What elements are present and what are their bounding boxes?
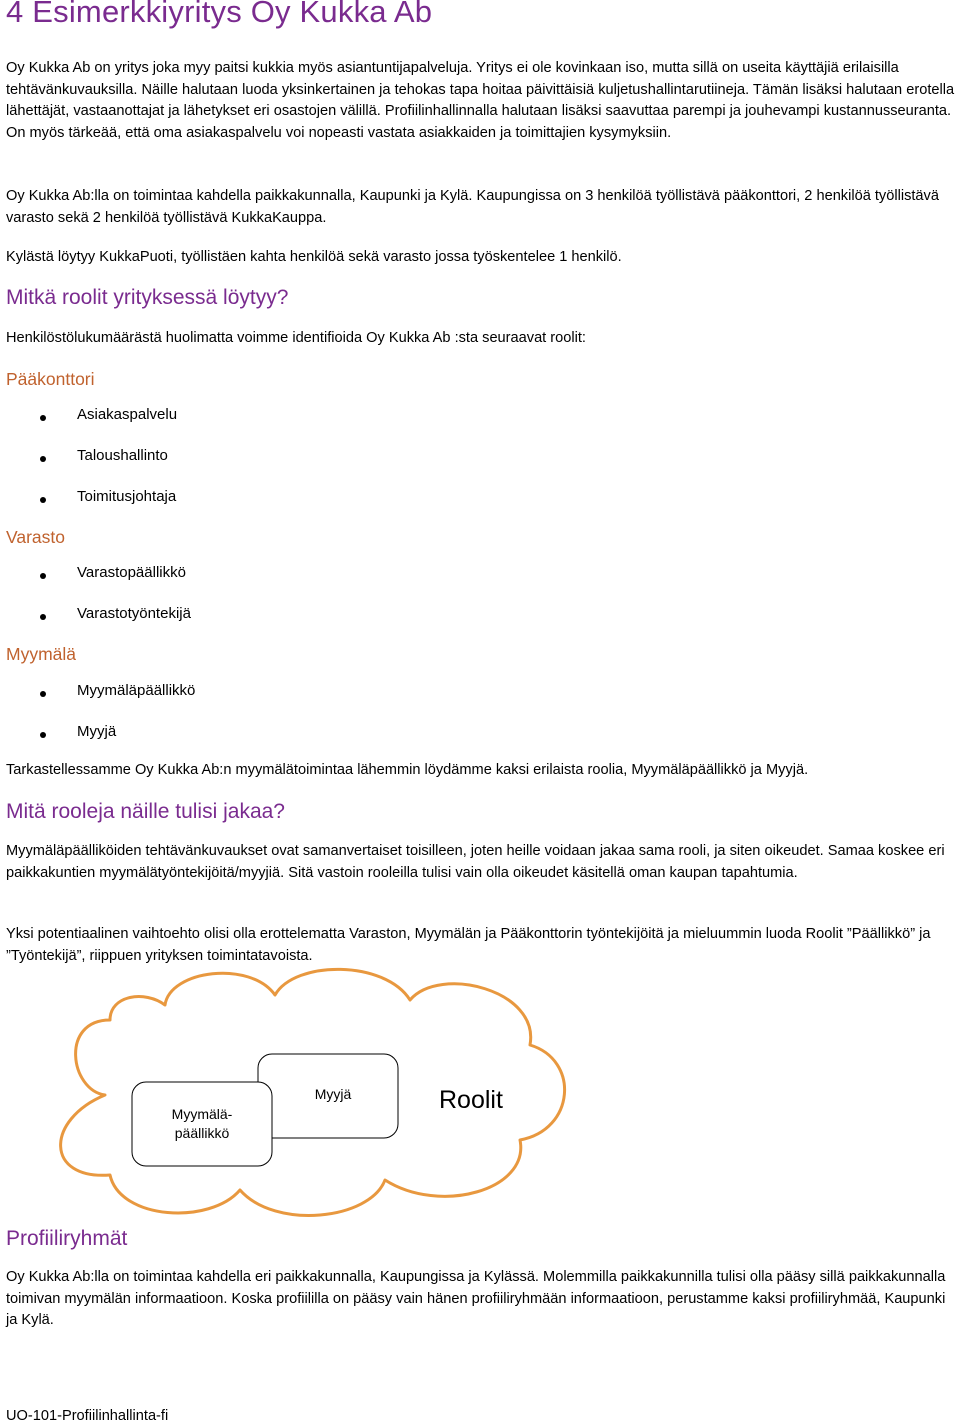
page-footer: UO-101-Profiilinhallinta-fi [6,1408,169,1424]
group-title-myymala: Myymälä [6,644,77,664]
intro-paragraph-1: Oy Kukka Ab on yritys joka myy paitsi kukkia myös asiantuntijapalveluja. Yritys ei ole kovinkaan iso, mutta sillä on useita käyttäjiä erilaisilla tehtävänkuvauksilla. Näille halutaan luoda yksinkertainen ja tehokas tapa hoitaa päivittäisiä kuljetushallintarutiineja. Tämän lisäksi halutaan erotella lähettäjät, vastaanottajat ja lähetykset eri osastojen välillä. Profiilinhallinnalla halutaan lisäksi saavuttaa parempi ja jouhevampi kustannusseuranta. On myös tärkeää, että oma asiakaspalvelu voi nopeasti vastata asiakkaiden ja toimittajien kysymyksiin. [6,60,955,141]
share-paragraph-1: Myymäläpäälliköiden tehtävänkuvaukset ovat samanvertaiset toisilleen, joten heille voidaan jakaa sama rooli, ja siten oikeudet. Samaa koskee eri paikkakuntien myymälätyöntekijöitä/myyjiä. Sitä vastoin rooleilla tulisi vain olla oikeudet käsitellä oman kaupan tapahtumia. [6,843,945,881]
share-heading: Mitä rooleja näille tulisi jakaa? [6,800,285,823]
diagram-label-roolit: Roolit [439,1086,503,1114]
intro-paragraph-2: Oy Kukka Ab:lla on toimintaa kahdella paikkakunnalla, Kaupunki ja Kylä. Kaupungissa on 3 henkilöä työllistävä pääkonttori, 2 henkilöä työllistävä varasto sekä 2 henkilöä työllistävä KukkaKauppa. [6,188,939,226]
share-paragraph-2: Yksi potentiaalinen vaihtoehto olisi olla erottelematta Varaston, Myymälän ja Pääkonttorin työntekijöitä ja mieluummin luoda Roolit ”Päällikkö” ja ”Työntekijä”, riippuen yrityksen toimintatavoista. [6,926,931,964]
roles-after-paragraph: Tarkastellessamme Oy Kukka Ab:n myymälätoimintaa lähemmin löydämme kaksi erilaista roolia, Myymäläpäällikkö ja Myyjä. [6,762,809,778]
intro-paragraph-3: Kylästä löytyy KukkaPuoti, työllistäen kahta henkilöä sekä varasto jossa työskentelee 1 henkilö. [6,249,622,265]
role-box-myymalapaallikko-label: Myymälä- päällikkö [171,1106,233,1141]
role-box-myyja-label: Myyjä [314,1086,352,1102]
group-title-varasto: Varasto [6,527,66,547]
group-title-paakonttori: Pääkonttori [6,369,95,389]
roles-heading: Mitkä roolit yrityksessä löytyy? [6,286,289,309]
roles-intro: Henkilöstölukumäärästä huolimatta voimme identifioida Oy Kukka Ab :sta seuraavat roolit: [6,330,586,346]
profile-paragraph: Oy Kukka Ab:lla on toimintaa kahdella eri paikkakunnalla, Kaupungissa ja Kylässä. Molemmilla paikkakunnilla tulisi olla pääsy sillä paikkakunnalla toimivan myymälän informaatioon. Koska profiililla on pääsy vain hänen profiiliryhmään informaatioon, perustamme kaksi profiiliryhmää, Kaupunki ja Kylä. [6,1269,946,1329]
profile-heading: Profiiliryhmät [6,1227,128,1250]
page-heading: 4 Esimerkkiyritys Oy Kukka Ab [6,0,433,29]
